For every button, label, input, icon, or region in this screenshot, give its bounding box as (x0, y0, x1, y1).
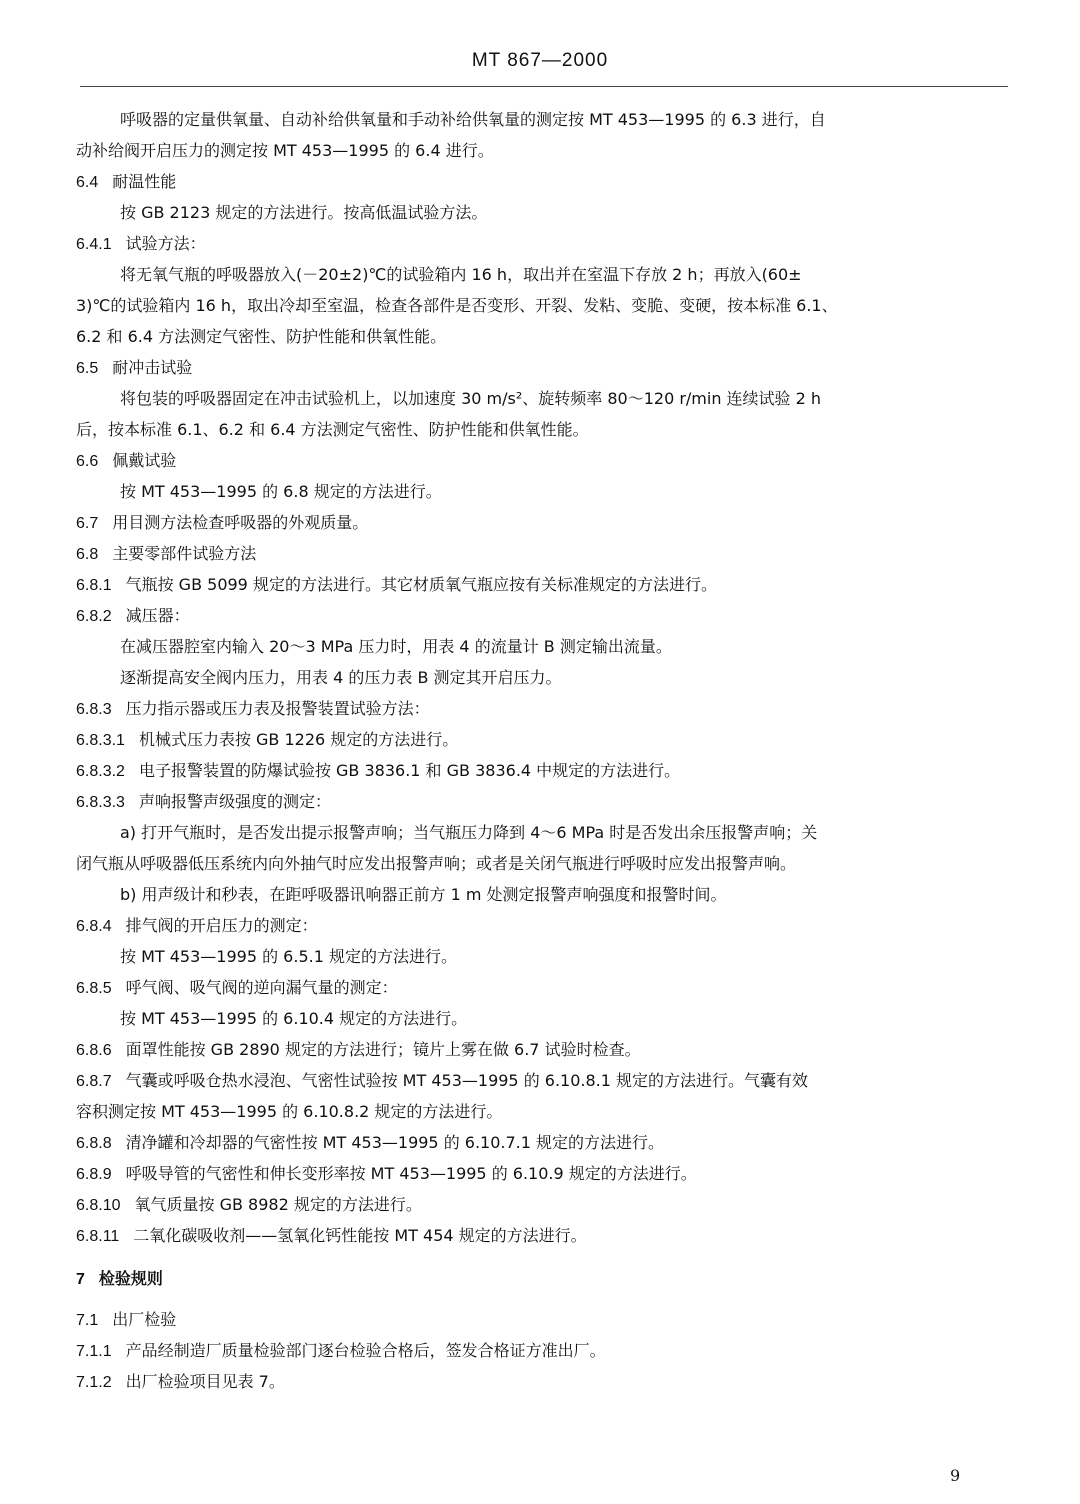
line-text: 呼吸器的定量供氧量、自动补给供氧量和手动补给供氧量的测定按 MT 453—1995 的 6.3 进行，自 (120, 110, 826, 129)
text-line (76, 445, 1004, 476)
line-text: 耐温性能 (112, 172, 177, 191)
clause-number: 6.8.6 (76, 1042, 112, 1059)
text-line (76, 1127, 1004, 1158)
clause-number: 6.4 (76, 174, 99, 191)
line-text: b) 用声级计和秒表，在距呼吸器讯响器正前方 1 m 处测定报警声响强度和报警时间。 (120, 885, 727, 904)
text-line (76, 290, 1004, 321)
line-text: 用目测方法检查呼吸器的外观质量。 (112, 513, 369, 532)
clause-number: 7.1.1 (76, 1343, 112, 1360)
text-line (76, 197, 1004, 228)
line-text: 机械式压力表按 GB 1226 规定的方法进行。 (138, 730, 459, 749)
text-line (76, 259, 1004, 290)
text-line (76, 1294, 1004, 1304)
clause-number: 6.8.3.3 (76, 794, 125, 811)
line-text: 产品经制造厂质量检验部门逐台检验合格后，签发合格证方准出厂。 (125, 1341, 606, 1360)
text-line (76, 631, 1004, 662)
clause-number: 6.8.7 (76, 1073, 112, 1090)
line-text: 闭气瓶从呼吸器低压系统内向外抽气时应发出报警声响；或者是关闭气瓶进行呼吸时应发出报警声响。 (76, 854, 797, 873)
text-line (76, 383, 1004, 414)
text-line (76, 1304, 1004, 1335)
clause-number: 6.8.11 (76, 1228, 120, 1245)
line-text: 压力指示器或压力表及报警装置试验方法： (125, 699, 430, 718)
text-line (76, 817, 1004, 848)
text-line (76, 1263, 1004, 1294)
clause-number: 6.8.4 (76, 918, 112, 935)
line-text: 排气阀的开启压力的测定： (125, 916, 318, 935)
line-text: 3)℃的试验箱内 16 h，取出冷却至室温，检查各部件是否变形、开裂、发粘、变脆、变硬，按本标准 6.1、 (76, 296, 838, 315)
text-line (76, 414, 1004, 445)
clause-number: 7 (76, 1271, 85, 1288)
document-body (76, 104, 1004, 1397)
line-text: 后，按本标准 6.1、6.2 和 6.4 方法测定气密性、防护性能和供氧性能。 (76, 420, 589, 439)
line-text: 容积测定按 MT 453—1995 的 6.10.8.2 规定的方法进行。 (76, 1102, 503, 1121)
text-line (76, 662, 1004, 693)
text-line (76, 1335, 1004, 1366)
line-text: 声响报警声级强度的测定： (138, 792, 331, 811)
text-line (76, 352, 1004, 383)
clause-number: 6.8.10 (76, 1197, 121, 1214)
text-line (76, 693, 1004, 724)
line-text: 氧气质量按 GB 8982 规定的方法进行。 (134, 1195, 422, 1214)
clause-number: 6.4.1 (76, 236, 112, 253)
running-header: MT 867—2000 (471, 50, 609, 71)
text-line (76, 507, 1004, 538)
line-text: 出厂检验 (112, 1310, 177, 1329)
text-line (76, 1220, 1004, 1251)
line-text: 按 GB 2123 规定的方法进行。按高低温试验方法。 (120, 203, 488, 222)
line-text: 将无氧气瓶的呼吸器放入(－20±2)℃的试验箱内 16 h，取出并在室温下存放 2 h；再放入(60± (120, 265, 802, 284)
line-text: 出厂检验项目见表 7。 (125, 1372, 285, 1391)
text-line (76, 1003, 1004, 1034)
text-line (76, 1065, 1004, 1096)
text-line (76, 724, 1004, 755)
text-line (76, 879, 1004, 910)
text-line (76, 786, 1004, 817)
text-line (76, 476, 1004, 507)
page-number: 9 (950, 1466, 961, 1485)
clause-number: 7.1.2 (76, 1374, 112, 1391)
clause-number: 6.8.1 (76, 577, 112, 594)
clause-number: 6.7 (76, 515, 99, 532)
line-text: 清净罐和冷却器的气密性按 MT 453—1995 的 6.10.7.1 规定的方法进行。 (125, 1133, 665, 1152)
clause-number: 6.8.9 (76, 1166, 112, 1183)
line-text: 气瓶按 GB 5099 规定的方法进行。其它材质氧气瓶应按有关标准规定的方法进行。 (125, 575, 717, 594)
clause-number: 7.1 (76, 1312, 99, 1329)
line-text: 电子报警装置的防爆试验按 GB 3836.1 和 GB 3836.4 中规定的方法进行。 (138, 761, 681, 780)
line-text: 将包装的呼吸器固定在冲击试验机上，以加速度 30 m/s²、旋转频率 80～120 r/min 连续试验 2 h (120, 389, 822, 408)
clause-number: 6.8.3.1 (76, 732, 125, 749)
text-line (76, 1158, 1004, 1189)
line-text: 动补给阀开启压力的测定按 MT 453—1995 的 6.4 进行。 (76, 141, 494, 160)
line-text: 气囊或呼吸仓热水浸泡、气密性试验按 MT 453—1995 的 6.10.8.1 规定的方法进行。气囊有效 (125, 1071, 809, 1090)
line-text: 耐冲击试验 (112, 358, 193, 377)
text-line (76, 135, 1004, 166)
line-text: 逐渐提高安全阀内压力，用表 4 的压力表 B 测定其开启压力。 (120, 668, 562, 687)
text-line (76, 600, 1004, 631)
clause-number: 6.6 (76, 453, 99, 470)
line-text: 按 MT 453—1995 的 6.8 规定的方法进行。 (120, 482, 442, 501)
text-line (76, 941, 1004, 972)
clause-number: 6.8.3.2 (76, 763, 125, 780)
line-text: 二氧化碳吸收剂——氢氧化钙性能按 MT 454 规定的方法进行。 (133, 1226, 587, 1245)
line-text: 检验规则 (98, 1269, 163, 1288)
text-line (76, 972, 1004, 1003)
line-text: 按 MT 453—1995 的 6.10.4 规定的方法进行。 (120, 1009, 468, 1028)
text-line (76, 166, 1004, 197)
line-text: 呼吸导管的气密性和伸长变形率按 MT 453—1995 的 6.10.9 规定的方法进行。 (125, 1164, 697, 1183)
line-text: 佩戴试验 (112, 451, 177, 470)
text-line (76, 848, 1004, 879)
text-line (76, 1189, 1004, 1220)
text-line (76, 538, 1004, 569)
clause-number: 6.8 (76, 546, 99, 563)
line-text: 按 MT 453—1995 的 6.5.1 规定的方法进行。 (120, 947, 457, 966)
clause-number: 6.5 (76, 360, 99, 377)
text-line (76, 1034, 1004, 1065)
line-text: 呼气阀、吸气阀的逆向漏气量的测定： (125, 978, 398, 997)
clause-number: 6.8.8 (76, 1135, 112, 1152)
text-line (76, 1366, 1004, 1397)
text-line (76, 321, 1004, 352)
line-text: 减压器： (125, 606, 190, 625)
header-rule (80, 86, 1008, 87)
text-line (76, 910, 1004, 941)
line-text: 面罩性能按 GB 2890 规定的方法进行；镜片上雾在做 6.7 试验时检查。 (125, 1040, 641, 1059)
text-line (76, 1096, 1004, 1127)
text-line (76, 569, 1004, 600)
line-text: 试验方法： (125, 234, 206, 253)
line-text: 在减压器腔室内输入 20～3 MPa 压力时，用表 4 的流量计 B 测定输出流量。 (120, 637, 672, 656)
line-text: 6.2 和 6.4 方法测定气密性、防护性能和供氧性能。 (76, 327, 447, 346)
text-line (76, 104, 1004, 135)
clause-number: 6.8.2 (76, 608, 112, 625)
clause-number: 6.8.5 (76, 980, 112, 997)
text-line (76, 755, 1004, 786)
text-line (76, 228, 1004, 259)
clause-number: 6.8.3 (76, 701, 112, 718)
line-text: 主要零部件试验方法 (112, 544, 257, 563)
line-text: a) 打开气瓶时，是否发出提示报警声响；当气瓶压力降到 4～6 MPa 时是否发出余压报警声响；关 (120, 823, 818, 842)
